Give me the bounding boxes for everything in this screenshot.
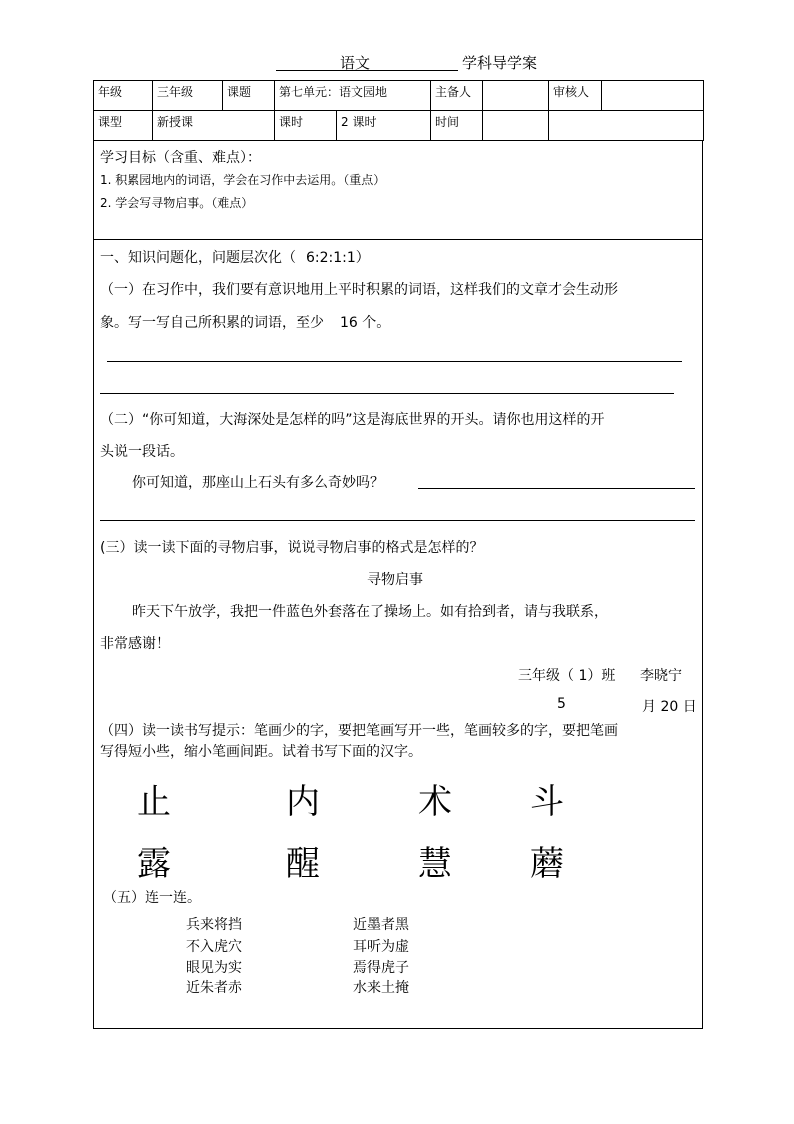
part3-heading: (三）读一读下面的寻物启事，说说寻物启事的格式是怎样的？ (100, 540, 484, 556)
subject-label: 语文 (340, 54, 371, 72)
info-table (93, 80, 704, 141)
match-right-item[interactable]: 耳听为虚 (353, 939, 409, 955)
answer-line[interactable] (107, 361, 682, 362)
time-value (483, 111, 549, 141)
time-label: 时间 (431, 111, 483, 141)
match-left-item[interactable]: 兵来将挡 (186, 917, 242, 933)
match-left-item[interactable]: 眼见为实 (186, 960, 242, 976)
empty-cell (549, 111, 704, 141)
part4-line2: 写得短小些，缩小笔画间距。试着书写下面的汉字。 (100, 744, 422, 760)
part1-line1: （一）在习作中，我们要有意识地用上平时积累的词语，这样我们的文章才会生动形 (100, 282, 618, 298)
part1-line2-a: 象。写一写自己所积累的词语，至少 (100, 315, 324, 331)
type-label: 课型 (94, 111, 153, 141)
type-value: 新授课 (153, 111, 275, 141)
notice-line2: 非常感谢！ (100, 636, 170, 652)
section-heading (100, 247, 370, 267)
notice-line1: 昨天下午放学，我把一件蓝色外套落在了操场上。如有拾到者，请与我联系， (132, 604, 608, 620)
part2-line2: 头说一段话。 (100, 444, 184, 460)
answer-line[interactable] (100, 520, 695, 521)
section-divider (93, 239, 703, 240)
notice-signature-class: 三年级（ 1）班 (518, 668, 616, 684)
notice-date-month: 5 (557, 696, 566, 712)
topic-label: 课题 (223, 81, 275, 111)
period-value: 2 课时 (341, 115, 377, 129)
reviewer-label: 审核人 (549, 81, 602, 111)
objective-item: 2. 学会写寻物启事。（难点） (100, 196, 254, 210)
grade-value: 三年级 (153, 81, 223, 111)
preparer-value (483, 81, 549, 111)
part5-heading: （五）连一连。 (103, 890, 201, 906)
practice-char: 斗 (530, 782, 564, 822)
match-right-item[interactable]: 水来土掩 (353, 980, 409, 996)
match-left-item[interactable]: 近朱者赤 (186, 980, 242, 996)
section-heading-prefix: 一、知识问题化，问题层次化（ (100, 250, 296, 266)
objective-item: 1. 积累园地内的词语，学会在习作中去运用。（重点） (100, 173, 386, 187)
part1-line2 (100, 312, 390, 332)
objectives-heading: 学习目标（含重、难点）： (100, 150, 261, 166)
table-row (94, 111, 704, 141)
match-right-item[interactable]: 近墨者黑 (353, 917, 409, 933)
preparer-label: 主备人 (431, 81, 483, 111)
notice-date-rest: 月 20 日 (642, 699, 697, 715)
part1-line2-b: 16 个。 (340, 315, 391, 331)
notice-title: 寻物启事 (367, 572, 423, 588)
practice-char: 术 (418, 782, 452, 822)
reviewer-value (602, 81, 704, 111)
match-left-item[interactable]: 不入虎穴 (186, 939, 242, 955)
match-right-item[interactable]: 焉得虎子 (353, 960, 409, 976)
grade-label: 年级 (94, 81, 153, 111)
answer-line[interactable] (418, 488, 695, 489)
practice-char: 慧 (418, 844, 452, 884)
practice-char: 露 (137, 844, 171, 884)
answer-line[interactable] (100, 393, 674, 394)
title-suffix: 学科导学案 (462, 54, 538, 72)
period-label-text: 课时 (275, 111, 337, 140)
part2-line1: （二）“你可知道，大海深处是怎样的吗”这是海底世界的开头。请你也用这样的开 (100, 412, 605, 428)
table-row (94, 81, 704, 111)
part2-example: 你可知道，那座山上石头有多么奇妙吗？ (132, 475, 384, 491)
period-label (275, 111, 431, 141)
practice-char: 醒 (286, 844, 320, 884)
practice-char: 蘑 (530, 844, 564, 884)
topic-value: 第七单元：语文园地 (275, 81, 431, 111)
section-heading-ratio: 6:2:1:1） (306, 250, 370, 266)
notice-signature-name: 李晓宁 (640, 668, 682, 684)
practice-char: 止 (137, 782, 171, 822)
practice-char: 内 (286, 782, 320, 822)
part4-line1: （四）读一读书写提示：笔画少的字，要把笔画写开一些，笔画较多的字，要把笔画 (100, 723, 618, 739)
